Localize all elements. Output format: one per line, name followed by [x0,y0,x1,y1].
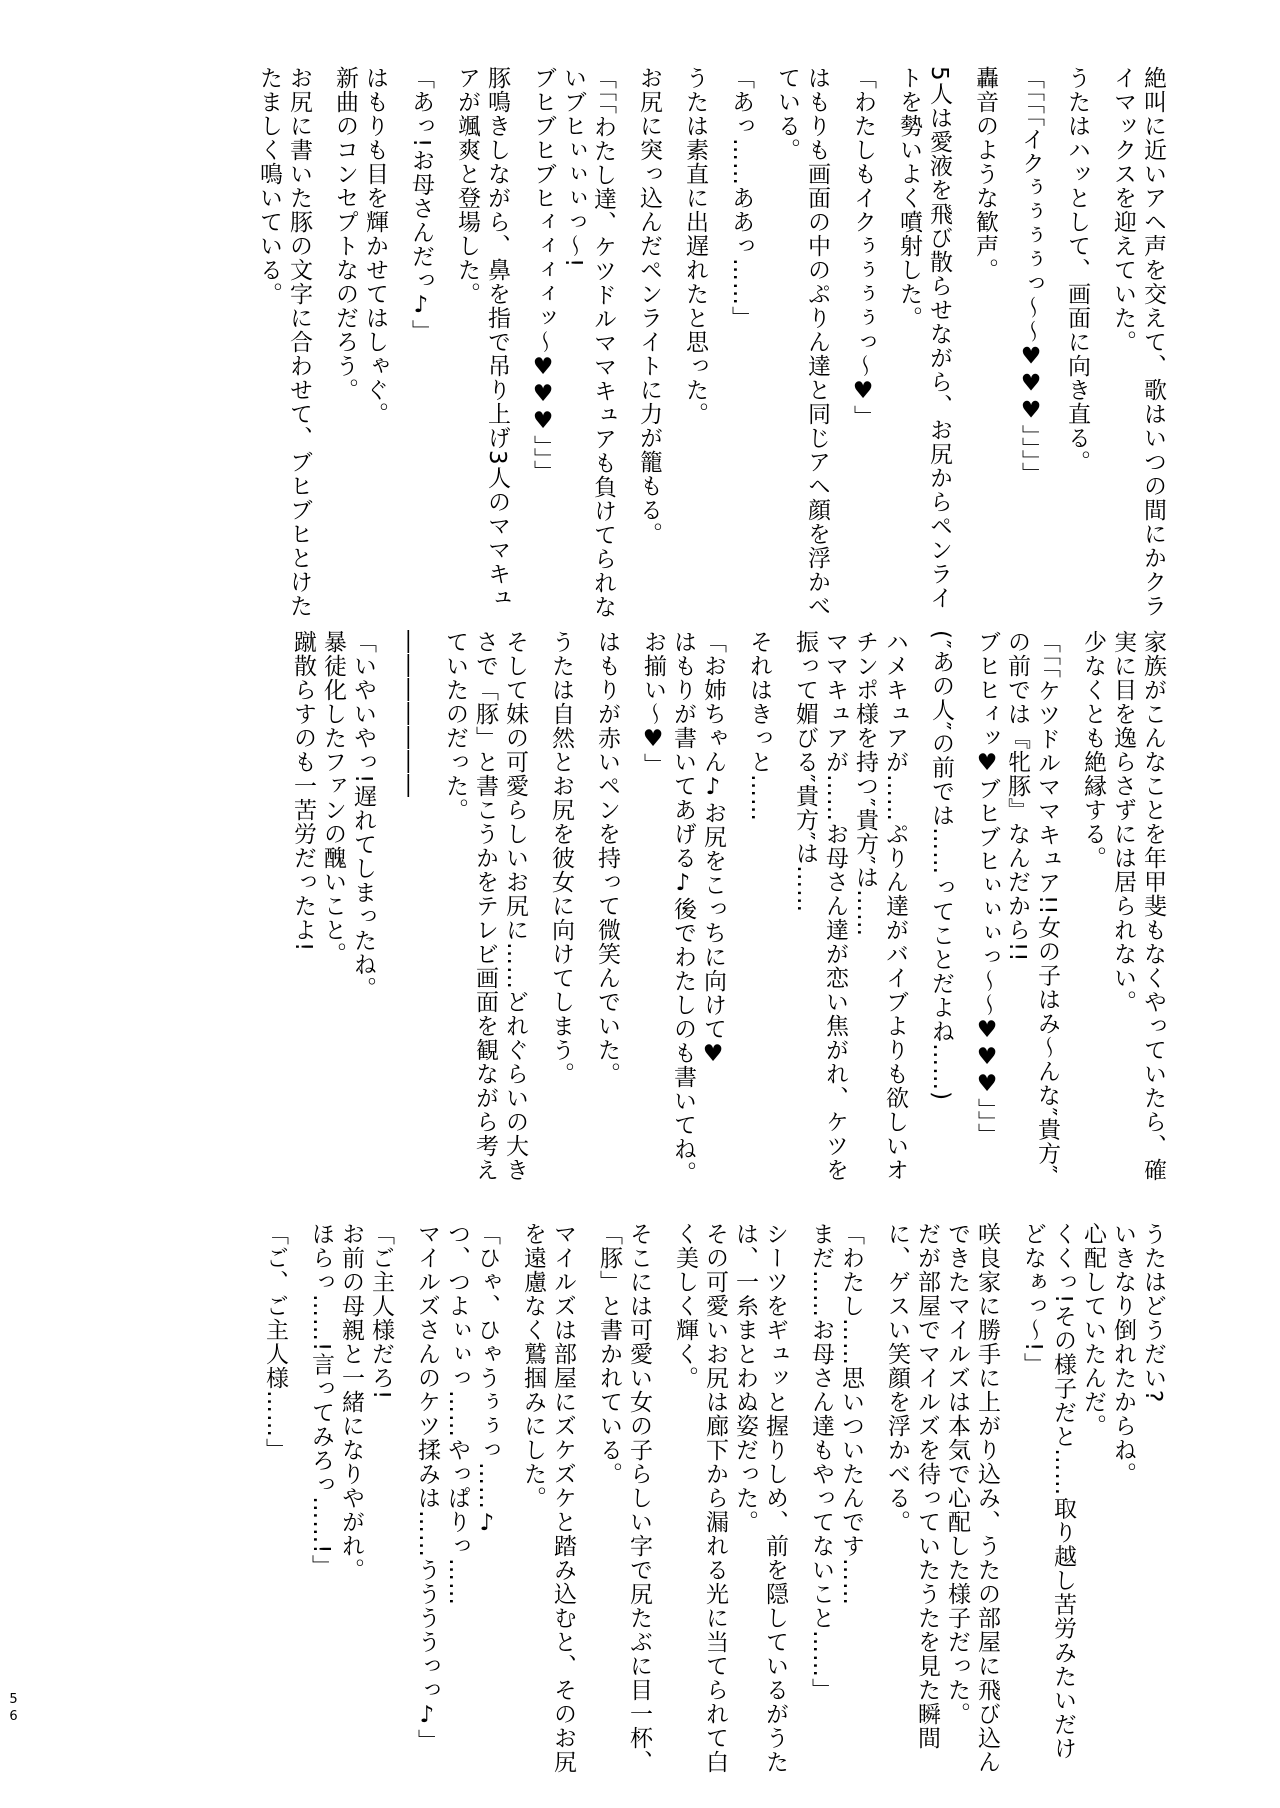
text-column-paragraph: だが部屋でマイルズを待っていたうたを見た瞬間に、ゲスい笑顔を浮かべる。 [884,1222,940,1750]
text-column-paragraph: お尻に突っ込んだペンライトに力が籠もる。 [636,66,662,546]
text-column-paragraph: ママキュアが……お母さん達が恋い焦がれ、ケツを振って媚びる″貴方″は…… [792,630,848,1182]
text-column-paragraph: はもりも目を輝かせてはしゃぐ。 [362,66,388,426]
text-column-paragraph: シーツをギュッと握りしめ、前を隠しているがうたは、一糸まとわぬ姿だった。 [732,1222,788,1774]
text-column-paragraph: 5人は愛液を飛び散らせながら、お尻からペンライトを勢いよく噴射した。 [896,66,952,610]
text-column-paragraph: ブヒブヒブヒィィィィッ〜♥♥♥」」」 [530,66,556,484]
text-band-bottom [244,1222,1168,1784]
text-column-paragraph: 新曲のコンセプトなのだろう。 [332,66,358,402]
text-column-paragraph: そして妹の可愛らしいお尻に……どれぐらいの大きさで「豚」と書こうかをテレビ画面を観ながら考えていたのだった。 [442,630,528,1182]
text-column-paragraph: 咲良家に勝手に上がり込み、うたの部屋に飛び込んできたマイルズは本気で心配した様子だった。 [944,1222,1000,1774]
text-column-paragraph: (″あの人″の前では……ってことだよね……) [928,630,954,1102]
text-column-paragraph: 「ひゃ、ひゃうぅぅっ……♪ [474,1222,500,1537]
text-column-paragraph: 「ご、ご主人様……」 [262,1222,288,1462]
text-column-paragraph: うたはハッとして、画面に向き直る。 [1064,66,1090,474]
text-band-middle [272,630,1168,1192]
text-column-paragraph: 豚鳴きしながら、鼻を指で吊り上げ3人のママキュアが颯爽と登場した。 [454,66,510,610]
text-column-paragraph: お前の母親と一緒になりやがれ。 [338,1222,364,1582]
text-column-paragraph: 心配していたんだ。 [1080,1222,1106,1438]
text-column-paragraph: 「わたし……思いついたんです…… [838,1222,864,1606]
text-column-paragraph: 家族がこんなことを年甲斐もなくやっていたら、確実に目を逸らさずには居られない。 [1110,630,1166,1182]
text-column-paragraph: はもりも画面の中のぷりん達と同じアヘ顔を浮かべている。 [774,66,830,618]
text-column-paragraph: くくっ!その様子だと……取り越し苦労みたいだけどなぁっ〜!」 [1020,1222,1076,1761]
text-column-paragraph: 「「「ケツドルママキュア!!女の子はみ〜んな″貴方″の前では『牝豚』なんだから!! [1004,630,1060,1175]
text-column-paragraph: マイルズさんのケツ揉みは……ううううっっ♪」 [414,1222,440,1753]
text-column-paragraph: うたは自然とお尻を彼女に向けてしまう。 [548,630,574,1086]
page-number: 56 [6,1692,21,1726]
text-column-paragraph: 蹴散らすのも一苦労だったよ! [290,630,316,953]
text-column-paragraph: 「「「「イクぅぅぅぅっ〜〜♥♥♥」」」」 [1018,66,1044,486]
text-column-paragraph: お尻に書いた豚の文字に合わせて、ブヒブヒとけたたましく鳴いている。 [256,66,312,618]
text-column-paragraph: ハメキュアが……ぷりん達がバイブよりも欲しいオチンポ様を持つ″貴方″は…… [852,630,908,1182]
text-column-paragraph: 暴徒化したファンの醜いこと。 [320,630,346,966]
text-column-paragraph: ほらっ……!言ってみろっ……!」 [308,1222,334,1579]
text-column-paragraph: はもりが書いてあげる♪後でわたしのも書いてね。お揃い〜♥」 [640,630,696,1185]
text-column-paragraph: 「わたしもイクぅぅぅぅっ〜♥」 [850,66,876,429]
text-column-paragraph: いきなり倒れたからね。 [1110,1222,1136,1486]
text-column-paragraph: 「「「わたし達、ケツドルママキュアも負けてられないブヒぃぃぃっ〜! [560,66,616,619]
text-column-paragraph: マイルズは部屋にズケズケと踏み込むと、そのお尻を遠慮なく鷲掴みにした。 [520,1222,576,1774]
text-column-paragraph: その可愛いお尻は廊下から漏れる光に当てられて白く美しく輝く。 [672,1222,728,1774]
text-column-paragraph: うたは素直に出遅れたと思った。 [682,66,708,426]
text-band-top [238,66,1168,628]
text-column-paragraph: 「あっ!お母さんだっ♪」 [408,66,434,344]
text-column-paragraph: 絶叫に近いアヘ声を交えて、歌はいつの間にかクライマックスを迎えていた。 [1110,66,1166,618]
text-column-paragraph: それはきっと…… [746,630,772,822]
text-column-paragraph: ――――――― [396,630,422,798]
text-column-paragraph: 「あっ……ああっ……」 [728,66,754,330]
text-column-paragraph: 「お姉ちゃん♪お尻をこっちに向けて♥ [700,630,726,1068]
text-column-paragraph: 少なくとも絶縁する。 [1080,630,1106,870]
text-column-paragraph: 「いやいやっ!遅れてしまったね。 [350,630,376,1001]
text-column-paragraph: 轟音のような歓声。 [972,66,998,282]
text-column-paragraph: つ、つよぃぃっ……やっぱりっ…… [444,1222,470,1606]
text-column-paragraph: はもりが赤いペンを持って微笑んでいた。 [594,630,620,1086]
text-column-paragraph: まだ……お母さん達もやってないこと……」 [808,1222,834,1702]
text-column-paragraph: うたはどうだい? [1140,1222,1166,1404]
text-column-paragraph: そこには可愛い女の子らしい字で尻たぶに目一杯、「豚」と書かれている。 [596,1222,652,1774]
text-column-paragraph: 「ご主人様だろ! [368,1222,394,1401]
text-column-paragraph: ブヒヒィッ♥ブヒブヒぃぃぃっ〜〜♥♥♥」」」 [974,630,1000,1147]
